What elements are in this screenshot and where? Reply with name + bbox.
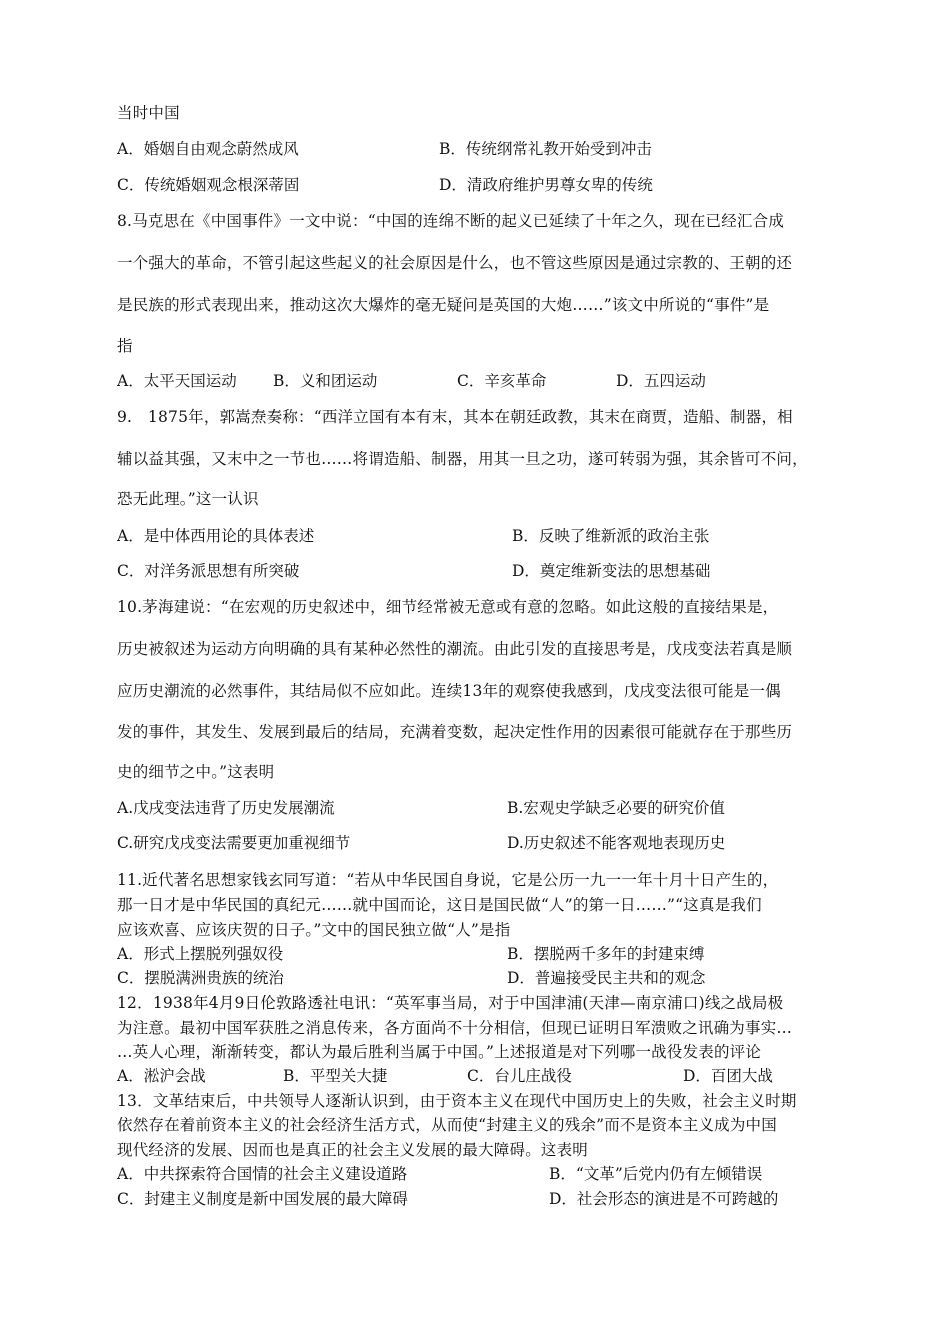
q7-option-c: C．传统婚姻观念根深蒂固 (117, 176, 300, 194)
q9-stem-line: 辅以益其强，又末中之一节也……将谓造船、制器，用其一旦之功，遂可转弱为强，其余皆可不问， (117, 450, 808, 468)
q7-stem-tail: 当时中国 (117, 104, 180, 122)
q13-stem-line: 现代经济的发展、因而也是真正的社会主义发展的最大障碍。这表明 (117, 1141, 589, 1159)
q10-stem-line: 发的事件，其发生、发展到最后的结局，充满着变数，起决定性作用的因素很可能就存在于那些历 (117, 723, 793, 741)
q11-option-a: A．形式上摆脱列强奴役 (117, 945, 284, 963)
q8-stem-line: 是民族的形式表现出来，推动这次大爆炸的毫无疑问是英国的大炮……”该文中所说的“事件”是 (117, 296, 770, 314)
q9-option-c: C．对洋务派思想有所突破 (117, 562, 300, 580)
q10-stem-line: 史的细节之中。”这表明 (117, 763, 275, 781)
q7-option-a: A．婚姻自由观念蔚然成风 (117, 140, 299, 158)
q10-option-b: B.宏观史学缺乏必要的研究价值 (507, 799, 725, 817)
q10-stem-line: 应历史潮流的必然事件，其结局似不应如此。连续13年的观察使我感到，戊戌变法很可能是一偶 (117, 682, 781, 700)
q8-option-d: D．五四运动 (616, 372, 706, 390)
q12-option-b: B．平型关大捷 (283, 1067, 388, 1085)
q10-option-d: D.历史叙述不能客观地表现历史 (507, 834, 726, 852)
q7-option-d: D．清政府维护男尊女卑的传统 (439, 176, 653, 194)
q9-stem-line: 9. 1875年，郭嵩焘奏称：“西洋立国有本有末，其本在朝廷政教，其末在商贾，造船、制器，相 (117, 408, 793, 426)
q7-option-b: B．传统纲常礼教开始受到冲击 (439, 140, 652, 158)
q10-stem-line: 历史被叙述为运动方向明确的具有某种必然性的潮流。由此引发的直接思考是，戊戌变法若真是顺 (117, 640, 793, 658)
q13-option-c: C．封建主义制度是新中国发展的最大障碍 (117, 1190, 408, 1208)
q12-option-a: A．淞沪会战 (117, 1067, 206, 1085)
q12-stem-line: …英人心理，渐渐转变，都认为最后胜利当属于中国。”上述报道是对下列哪一战役发表的评论 (117, 1043, 762, 1061)
q8-option-a: A．太平天国运动 (117, 372, 237, 390)
q11-stem-line: 11.近代著名思想家钱玄同写道：“若从中华民国自身说，它是公历一九一一年十月十日产生的， (117, 871, 779, 889)
q9-option-b: B．反映了维新派的政治主张 (512, 527, 710, 545)
q13-option-d: D．社会形态的演进是不可跨越的 (549, 1190, 779, 1208)
q12-option-d: D．百团大战 (683, 1067, 773, 1085)
q11-option-d: D．普遍接受民主共和的观念 (507, 969, 706, 987)
q9-stem-line: 恐无此理。”这一认识 (117, 490, 259, 508)
q9-option-a: A．是中体西用论的具体表述 (117, 527, 315, 545)
q10-option-a: A.戊戌变法违背了历史发展潮流 (117, 799, 335, 817)
q12-stem-line: 12．1938年4月9日伦敦路透社电讯：“英军事当局，对于中国津浦(天津—南京浦口)线之战局极 (117, 994, 784, 1012)
q12-stem-line: 为注意。最初中国军获胜之消息传来，各方面尚不十分相信，但现已证明日军溃败之讯确为事实… (117, 1019, 793, 1037)
q11-option-b: B．摆脱两千多年的封建束缚 (507, 945, 705, 963)
q13-stem-line: 13．文革结束后，中共领导人逐渐认识到，由于资本主义在现代中国历史上的失败，社会主义时期 (117, 1092, 797, 1110)
q8-stem-line: 指 (117, 337, 133, 355)
q13-option-b: B．“文革”后党内仍有左倾错误 (549, 1165, 763, 1183)
q13-option-a: A．中共探索符合国情的社会主义建设道路 (117, 1165, 408, 1183)
q13-stem-line: 依然存在着前资本主义的社会经济生活方式，从而使“封建主义的残余”而不是资本主义成为中国 (117, 1116, 777, 1134)
q8-stem-line: 8.马克思在《中国事件》一文中说：“中国的连绵不断的起义已延续了十年之久，现在已经汇合成 (117, 212, 785, 230)
q10-stem-line: 10.茅海建说：“在宏观的历史叙述中，细节经常被无意或有意的忽略。如此这般的直接结果是， (117, 598, 779, 616)
q8-option-c: C．辛亥革命 (457, 372, 547, 390)
q8-stem-line: 一个强大的革命，不管引起这些起义的社会原因是什么，也不管这些原因是通过宗教的、王朝的还 (117, 254, 793, 272)
q11-stem-line: 那一日才是中华民国的真纪元……就中国而论，这日是国民做“人”的第一日……”“这真是我们 (117, 896, 762, 914)
q9-option-d: D．奠定维新变法的思想基础 (512, 562, 711, 580)
q8-option-b: B．义和团运动 (273, 372, 378, 390)
q12-option-c: C．台儿庄战役 (467, 1067, 572, 1085)
q11-stem-line: 应该欢喜、应该庆贺的日子。”文中的国民独立做“人”是指 (117, 921, 511, 939)
q10-option-c: C.研究戊戌变法需要更加重视细节 (117, 834, 351, 852)
q11-option-c: C．摆脱满洲贵族的统治 (117, 969, 284, 987)
